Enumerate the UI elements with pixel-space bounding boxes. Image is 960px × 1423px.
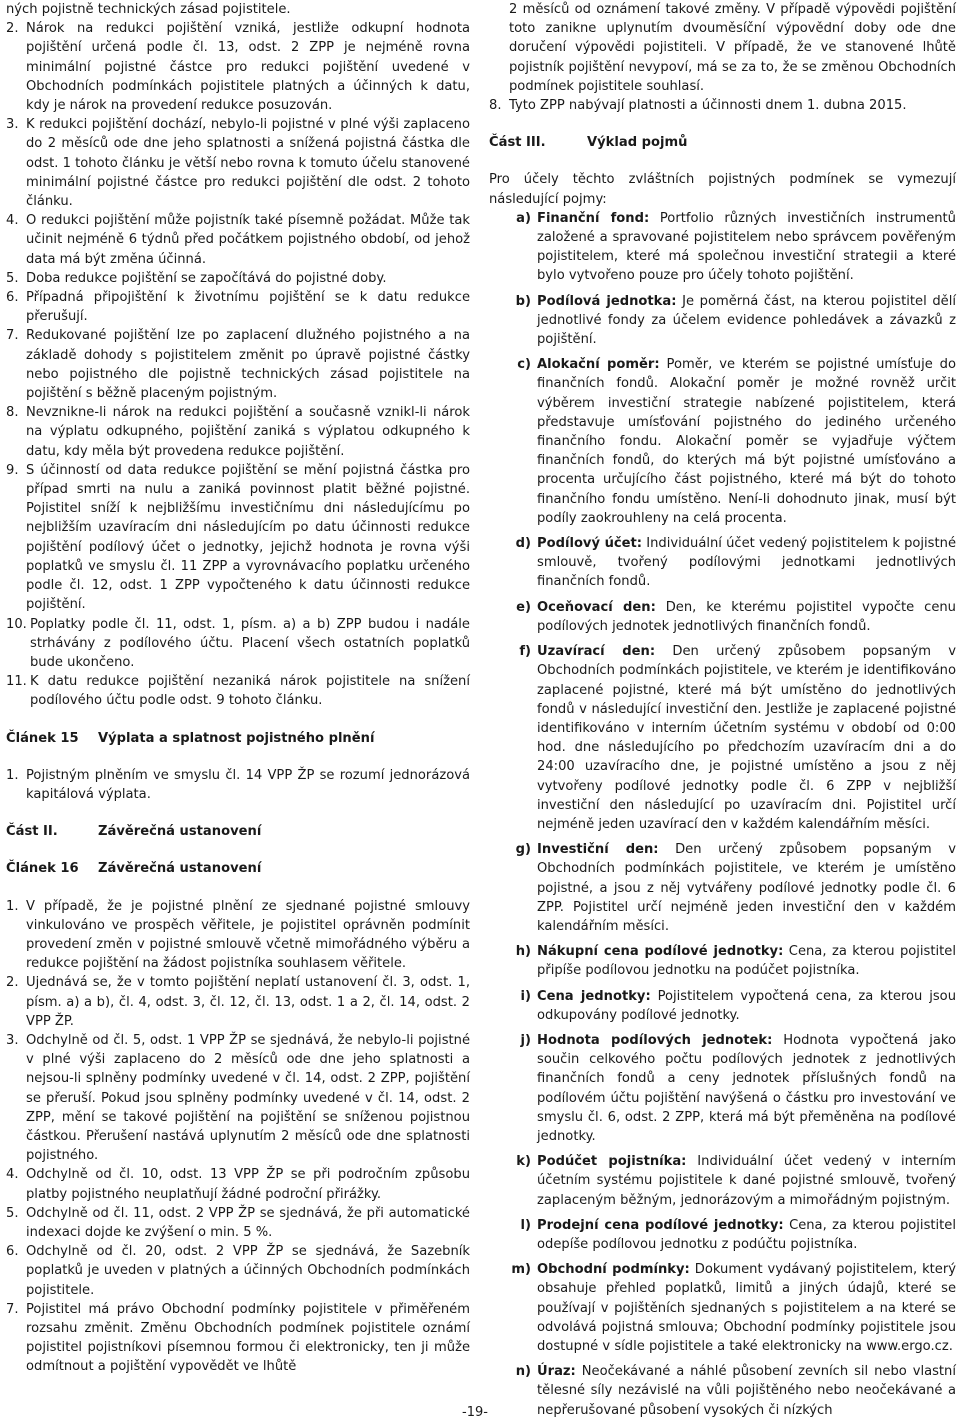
article-16-key: Článek 16 (6, 861, 79, 877)
list-item (6, 403, 470, 461)
definition-text: Poměr, ve kterém se pojistné umísťuje do finančních fondů. Alokační poměr je možné rovněž určit výběrem investiční strategie nabízené pojistitelem, která představuje umísťování pojistného do jediného určeného finančního fondu. Alokační poměr se vyjadřuje výčtem finančních fondů, do kterých má být pojistné umísťováno a procenta určujícího část pojistného, které má být do tohoto finančního fondu umístěno. Není-li dohodnuto jinak, musí být podíly zaokrouhleny na celá procenta. (537, 357, 956, 526)
item-text: Odchylně od čl. 11, odst. 2 VPP ŽP se sjednává, že při automatické indexaci dojde ke zvýšení o min. 5 %. (26, 1205, 470, 1240)
item-number: 2. (6, 975, 19, 991)
item-text: Nevznikne-li nárok na redukci pojištění a současně vznikl-li nárok na výplatu odkupného, pojištění zaniká s výplatou odkupného k datu, kdy měla být provedena redukce pojištění. (26, 405, 470, 459)
list-item (6, 269, 470, 288)
item-text: Odchylně od čl. 10, odst. 13 VPP ŽP se při področním způsobu platby pojistného neuplatňují žádné področní přirážky. (26, 1167, 470, 1202)
item-text: Pojistným plněním ve smyslu čl. 14 VPP ŽP se rozumí jednorázová kapitálová výplata. (26, 767, 470, 802)
definition-body (537, 642, 956, 834)
item-text: Nárok na redukci pojištění vzniká, jestliže odkupní hodnota pojištění určená podle čl. 13, odst. 2 ZPP je nejméně rovna minimální pojistné částce pro redukci pojištění uvedené v Obchodních podmínkách pojistitele platných a účinných k datu, kdy je nárok na provedení redukce posuzován. (26, 21, 470, 114)
list-item (6, 897, 470, 974)
item-text: Odchylně od čl. 5, odst. 1 VPP ŽP se sjednává, že nebylo-li pojistné v plné výši zaplaceno do 2 měsíců ode dne jeho splatnosti a nejsou-li splněny podmínky uvedené v čl. 14, odst. 2 ZPP, pojištění se přeruší. Pokud jsou splněny podmínky uvedené v čl. 14, odst. 2 ZPP, mění se takové pojištění na pojištění se sníženou pojistnou částkou. Přerušení nastává uplynutím 2 měsíců ode dne splatnosti pojistného. (26, 1032, 470, 1164)
definition-term: Úraz: (537, 1364, 576, 1380)
item-number: 2. (6, 21, 19, 37)
definition-item (489, 1260, 956, 1356)
definition-text: Den, ke kterému pojistitel vypočte cenu podílových jednotek jednotlivých finančních fondů. (537, 599, 956, 634)
list-item (6, 672, 470, 710)
definition-body (537, 840, 956, 936)
definition-item (489, 1031, 956, 1146)
definition-term: Alokační poměr: (537, 357, 660, 373)
definition-item (489, 1362, 956, 1420)
definition-label: g) (515, 842, 531, 858)
item-number: 6. (6, 1244, 19, 1260)
list-article-16 (6, 897, 470, 1377)
item-number: 5. (6, 270, 19, 286)
item-number: 8. (6, 405, 19, 421)
definition-term: Hodnota podílových jednotek: (537, 1032, 773, 1048)
definition-body (537, 355, 956, 528)
item-text: O redukci pojištění může pojistník také písemně požádat. Může tak učinit nejméně 6 týdnů před počátkem pojistného období, od jehož data má být změna účinná. (26, 213, 470, 267)
part-3-title: Výklad pojmů (587, 135, 688, 151)
list-item (489, 96, 956, 115)
definition-item (489, 987, 956, 1025)
definition-item (489, 209, 956, 286)
definition-item (489, 292, 956, 350)
item-text: Poplatky podle čl. 11, odst. 1, písm. a) a b) ZPP budou i nadále strhávány z podílového účtu. Placení všech ostatních poplatků bude ukončeno. (30, 616, 470, 670)
item-number: 10. (6, 616, 27, 632)
item-number: 8. (489, 98, 502, 114)
list-item (6, 1031, 470, 1165)
list-item (6, 115, 470, 211)
definition-item (489, 355, 956, 528)
part-3-key: Část III. (489, 135, 546, 151)
item-number: 3. (6, 1032, 19, 1048)
definition-body (537, 1216, 956, 1254)
definition-text: Portfolio různých investičních instrumentů založené a spravované pojistitelem nebo správcem pověřeným pojistitelem, které má společnou investiční strategii a které bylo vytvořeno pouze pro účely tohoto pojištění. (537, 210, 956, 284)
definition-item (489, 534, 956, 592)
definition-term: Cena jednotky: (537, 988, 651, 1004)
list-redukce (6, 19, 470, 710)
list-item (6, 461, 470, 615)
definitions-list (489, 209, 956, 1420)
article-15-heading (6, 729, 470, 748)
item-text: K datu redukce pojištění nezaniká nárok pojistitele na snížení podílového účtu podle odst. 9 tohoto článku. (30, 674, 470, 709)
definition-term: Obchodní podmínky: (537, 1262, 690, 1278)
definition-body (537, 598, 956, 636)
continuation-text: 2 měsíců od oznámení takové změny. V případě výpovědi pojištění toto zanikne uplynutím dvouměsíční výpovědní doby ode dne doručení výpovědi pojistiteli. V případě, že ve stanovené lhůtě pojistník pojištění nevypoví, má se za to, že se změnou Obchodních podmínek pojistitele souhlasí. (509, 2, 956, 94)
definition-text: Neočekávané a náhlé působení zevních sil nebo vlastní tělesné síly nezávislé na vůli pojištěného nebo neočekávané a nepřerušované působení vysokých či nízkých (537, 1364, 956, 1418)
left-column (6, 0, 470, 1377)
definition-item (489, 942, 956, 980)
item-number: 7. (6, 1301, 19, 1317)
definition-term: Nákupní cena podílové jednotky: (537, 944, 784, 960)
item-number: 4. (6, 1167, 19, 1183)
item-number: 11. (6, 674, 27, 690)
item-number: 4. (6, 213, 19, 229)
definition-label: f) (519, 644, 531, 660)
definition-label: j) (520, 1032, 531, 1048)
item-text: Případná připojištění k životnímu pojištění se k datu redukce přerušují. (26, 290, 470, 325)
definition-item (489, 1152, 956, 1210)
item-number: 1. (6, 767, 19, 783)
item-text: K redukci pojištění dochází, nebylo-li pojistné v plné výši zaplaceno do 2 měsíců ode dne jeho splatnosti a snížená pojistná částka dle odst. 1 tohoto článku je větší nebo rovna k tomuto účelu stanovené minimální pojistné částce pro redukci pojištění dle odst. 2 tohoto článku. (26, 117, 470, 210)
item-number: 3. (6, 117, 19, 133)
item-text: Doba redukce pojištění se započítává do pojistné doby. (26, 270, 387, 286)
list-item (6, 326, 470, 403)
definition-label: k) (516, 1154, 531, 1170)
definition-term: Finanční fond: (537, 210, 650, 226)
definition-body (537, 1260, 956, 1356)
definition-label: c) (517, 357, 531, 373)
article-15-title: Výplata a splatnost pojistného plnění (98, 730, 375, 746)
definition-body (537, 534, 956, 592)
definition-body (537, 1031, 956, 1146)
item-text: Tyto ZPP nabývají platnosti a účinnosti dnem 1. dubna 2015. (509, 98, 907, 114)
definition-label: m) (511, 1262, 531, 1278)
part-2-key: Část II. (6, 824, 58, 840)
item-number: 6. (6, 290, 19, 306)
definition-text: Individuální účet vedený v interním účetním systému pojistitele k dané pojistné smlouvě, tvořený zaplaceným běžným, jednorázovým a mimořádným pojistným. (537, 1154, 957, 1208)
list-item (6, 615, 470, 673)
definition-term: Prodejní cena podílové jednotky: (537, 1217, 784, 1233)
item-number: 9. (6, 462, 19, 478)
definition-label: d) (515, 536, 531, 552)
definition-body (537, 209, 956, 286)
definition-term: Podílová jednotka: (537, 293, 677, 309)
definition-term: Podúčet pojistníka: (537, 1154, 687, 1170)
page-number: -19- (462, 1405, 488, 1420)
definition-label: a) (516, 210, 531, 226)
definition-label: b) (515, 293, 531, 309)
list-item (6, 1242, 470, 1300)
list-item (6, 19, 470, 115)
definition-item (489, 840, 956, 936)
item-text: S účinností od data redukce pojištění se mění pojistná částka pro případ smrti na nulu a zaniká povinnost platit běžné pojistné. Pojistitel sníží k nejbližšímu investičnímu dni následujícímu po nejbližším uzavíracím dni následujícím po datu účinnosti redukce pojištění podílový účet o jednotky, jejichž hodnota je rovna výši poplatků ve smyslu čl. 11 ZPP a vyrovnávacího poplatku určeného podle čl. 12, odst. 1 ZPP vypočteného k datu účinnosti redukce pojištění. (26, 462, 470, 613)
definition-term: Oceňovací den: (537, 599, 656, 615)
definition-term: Investiční den: (537, 842, 659, 858)
definition-label: h) (515, 944, 531, 960)
list-item (6, 211, 470, 269)
item-text: Redukované pojištění lze po zaplacení dlužného pojistného a na základě dohody s pojistitelem změnit po úpravě pojistné částky nebo pojistného dle pojistně technických zásad pojistitele na pojištění s běžně placeným pojistným. (26, 328, 470, 402)
list-article-15 (6, 766, 470, 804)
definition-body (537, 1362, 956, 1420)
definition-item (489, 1216, 956, 1254)
definition-text: Dokument vydávaný pojistitelem, který obsahuje přehled poplatků, limitů a jiných údajů, které se používají v pojištěních sjednaných s pojistitelem a na které se odvolává pojistná smlouva; Obchodní podmínky pojistitele jsou dostupné v sídle pojistitele a také elektronicky na www.ergo.cz. (537, 1262, 956, 1354)
definition-body (537, 942, 956, 980)
right-column (489, 0, 956, 1420)
definition-text: Hodnota vypočtená jako součin celkového počtu podílových jednotek z jednotlivých finančních fondů a ceny jednotek příslušných fondů na podílovém účtu pojištění navýšená o částku pro investování ve smyslu čl. 6, odst. 2 ZPP, která má být přeměněna na podílové jednotky. (537, 1032, 956, 1144)
list-item (6, 1165, 470, 1203)
definition-label: n) (515, 1364, 531, 1380)
definition-body (537, 1152, 956, 1210)
definitions-intro: Pro účely těchto zvláštních pojistných podmínek se vymezují následující pojmy: (489, 172, 956, 207)
item-number: 7. (6, 328, 19, 344)
article-15-key: Článek 15 (6, 730, 79, 746)
definition-term: Podílový účet: (537, 536, 643, 552)
item-text: V případě, že je pojistné plnění ze sjednané pojistné smlouvy vinkulováno ve prospěch věřitele, je pojistitel oprávněn podmínit provedení změn v pojistné smlouvě včetně mimořádného výběru a redukce pojištění na žádost pojistníka souhlasem věřitele. (26, 898, 470, 972)
definition-text: Pojistitelem vypočtená cena, za kterou jsou odkupovány podílové jednotky. (537, 988, 956, 1023)
part-2-title: Závěrečná ustanovení (98, 824, 262, 840)
item-text: Ujednává se, že v tomto pojištění neplatí ustanovení čl. 3, odst. 1, písm. a) a b), čl. 4, odst. 3, čl. 12, čl. 13, odst. 1 a 2, čl. 14, odst. 2 VPP ŽP. (26, 975, 470, 1029)
definition-text: Den určený způsobem popsaným v Obchodních podmínkách pojistitele, ve kterém je identifikováno zaplacené pojistné, které má být umístěno do jednotlivých fondů v následující investiční den. Jestliže je zaplacené pojistné identifikováno v interním účetním systému v období od 0:00 hod. dne následujícího po předchozím uzavíracím dni a do 24:00 uzavíracího dne, je pojistné umístěno a jsou z něj vytvořeny podílové jednotky podle čl. 6 ZPP v nejbližší investiční den následující po uzavíracím dni. Pojistitel určí nejméně jeden uzavírací den v každém kalendářním měsíci. (537, 644, 956, 832)
list-item (6, 288, 470, 326)
definition-label: e) (516, 599, 531, 615)
definition-body (537, 987, 956, 1025)
item-number: 1. (6, 898, 19, 914)
definition-label: l) (520, 1217, 531, 1233)
definition-text: Cena, za kterou pojistitel odepíše podílovou jednotku z podúčtu pojistníka. (537, 1217, 956, 1252)
part-2-heading (6, 822, 470, 841)
definition-item (489, 642, 956, 834)
article-16-title: Závěrečná ustanovení (98, 861, 262, 877)
definition-label: i) (520, 988, 531, 1004)
item-number: 5. (6, 1205, 19, 1221)
definition-item (489, 598, 956, 636)
definition-text: Je poměrná část, na kterou pojistitel dělí jednotlivé fondy za účelem evidence pohledávek a závazků z pojištění. (537, 293, 956, 348)
list-item (6, 1300, 470, 1377)
definition-text: Den určený způsobem popsaným v Obchodních podmínkách pojistitele, ve kterém je umístěno pojistné, a jsou z něj vytvářeny podílové jednotky podle čl. 6 ZPP. Pojistitel určí nejméně jeden investiční den v každém kalendářním měsíci. (537, 842, 956, 934)
list-item (6, 973, 470, 1031)
article-16-heading (6, 859, 470, 878)
definition-body (537, 292, 956, 350)
definition-term: Uzavírací den: (537, 644, 656, 660)
item-text: Odchylně od čl. 20, odst. 2 VPP ŽP se sjednává, že Sazebník poplatků je uveden v platných a účinných Obchodních podmínkách pojistitele. (26, 1244, 470, 1298)
list-item (6, 766, 470, 804)
definition-text: Individuální účet vedený pojistitelem k pojistné smlouvě, tvořený podílovými jednotkami jednotlivých finančních fondů. (537, 536, 956, 590)
definition-text: Cena, za kterou pojistitel připíše podílovou jednotku na podúčet pojistníka. (537, 944, 956, 979)
list-item (6, 1204, 470, 1242)
item-text: Pojistitel má právo Obchodní podmínky pojistitele v přiměřeném rozsahu změnit. Změnu Obchodních podmínek pojistitele oznámí pojistitel pojistníkovi písemnou formou či elektronicky, ten ji může odmítnout a pojištění vypovědět ve lhůtě (26, 1301, 470, 1375)
part-3-heading (489, 133, 956, 152)
intro-line: ných pojistně technických zásad pojistitele. (6, 2, 291, 17)
